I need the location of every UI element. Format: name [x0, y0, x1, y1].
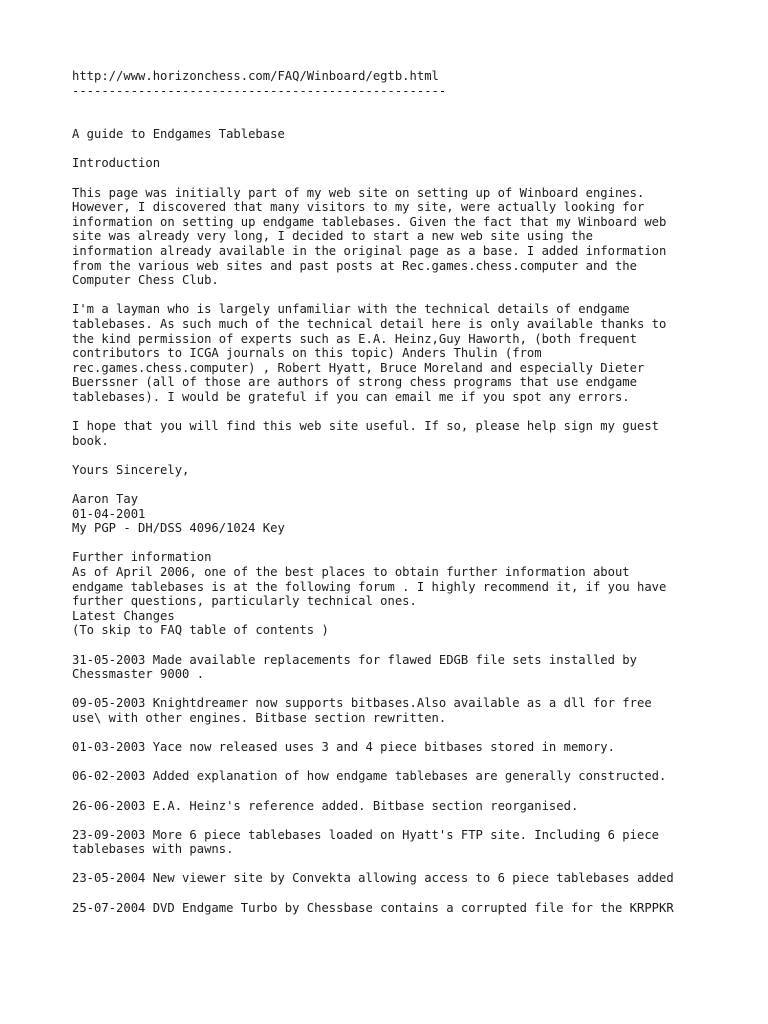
- change-entry: 01-03-2003 Yace now released uses 3 and 4 piece bitbases stored in memory.: [72, 740, 615, 755]
- closing-line: Yours Sincerely,: [72, 462, 190, 477]
- source-url[interactable]: http://www.horizonchess.com/FAQ/Winboard/egtb.html: [72, 69, 439, 83]
- signature-date: 01-04-2001: [72, 506, 146, 521]
- change-entry: 25-07-2004 DVD Endgame Turbo by Chessbase contains a corrupted file for the KRPPKR: [72, 900, 674, 915]
- skip-to-faq-link[interactable]: (To skip to FAQ table of contents ): [72, 623, 329, 638]
- change-entry: 31-05-2003 Made available replacements for flawed EDGB file sets installed by Chessmaster 9000 .: [72, 652, 637, 682]
- author-name: Aaron Tay: [72, 492, 139, 507]
- further-info-heading: Further information: [72, 550, 212, 565]
- intro-paragraph-3: I hope that you will find this web site useful. If so, please help sign my guest book.: [72, 419, 659, 448]
- change-entry: 23-09-2003 More 6 piece tablebases loaded on Hyatt's FTP site. Including 6 piece tablebases with pawns.: [72, 827, 659, 857]
- latest-changes-heading: Latest Changes: [72, 608, 175, 623]
- intro-heading: Introduction: [72, 156, 161, 171]
- further-info-text: As of April 2006, one of the best places to obtain further information about endgame tablebases is at the following forum . I highly recommend it, if you have further questions, particularly technical ones.: [72, 565, 667, 609]
- document-page: [72, 69, 752, 915]
- spacer: [72, 98, 752, 127]
- change-entry: 06-02-2003 Added explanation of how endgame tablebases are generally constructed.: [72, 769, 667, 784]
- change-entry: 23-05-2004 New viewer site by Convekta allowing access to 6 piece tablebases added: [72, 871, 674, 886]
- intro-paragraph-1: This page was initially part of my web site on setting up of Winboard engines. However, I discovered that many visitors to my site, were actually looking for information on setting up endgame tablebases. Given the fact that my Winboard web site was already very long, I decided to start a new web site using the information already available in the original page as a base. I added information from the various web sites and past posts at Rec.games.chess.computer and the Computer Chess Club.: [72, 185, 667, 288]
- change-entry: 09-05-2003 Knightdreamer now supports bitbases.Also available as a dll for free use\ with other engines. Bitbase section rewritten.: [72, 696, 652, 725]
- change-entry: 26-06-2003 E.A. Heinz's reference added. Bitbase section reorganised.: [72, 798, 579, 813]
- page-title: A guide to Endgames Tablebase: [72, 127, 285, 142]
- intro-paragraph-2: I'm a layman who is largely unfamiliar with the technical details of endgame tablebases. As such much of the technical detail here is only available thanks to the kind permission of experts such as E.A. Heinz,Guy Haworth, (both frequent contributors to ICGA journals on this topic) Anders Thulin (from rec.games.chess.computer) , Robert Hyatt, Bruce Moreland and especially Dieter Buerssner (all of those are authors of strong chess programs that use endgame tablebases). I would be grateful if you can email me if you spot any errors.: [72, 302, 667, 404]
- pgp-key-link[interactable]: My PGP - DH/DSS 4096/1024 Key: [72, 521, 285, 536]
- separator-rule: ---------------------------------------------------: [72, 83, 447, 98]
